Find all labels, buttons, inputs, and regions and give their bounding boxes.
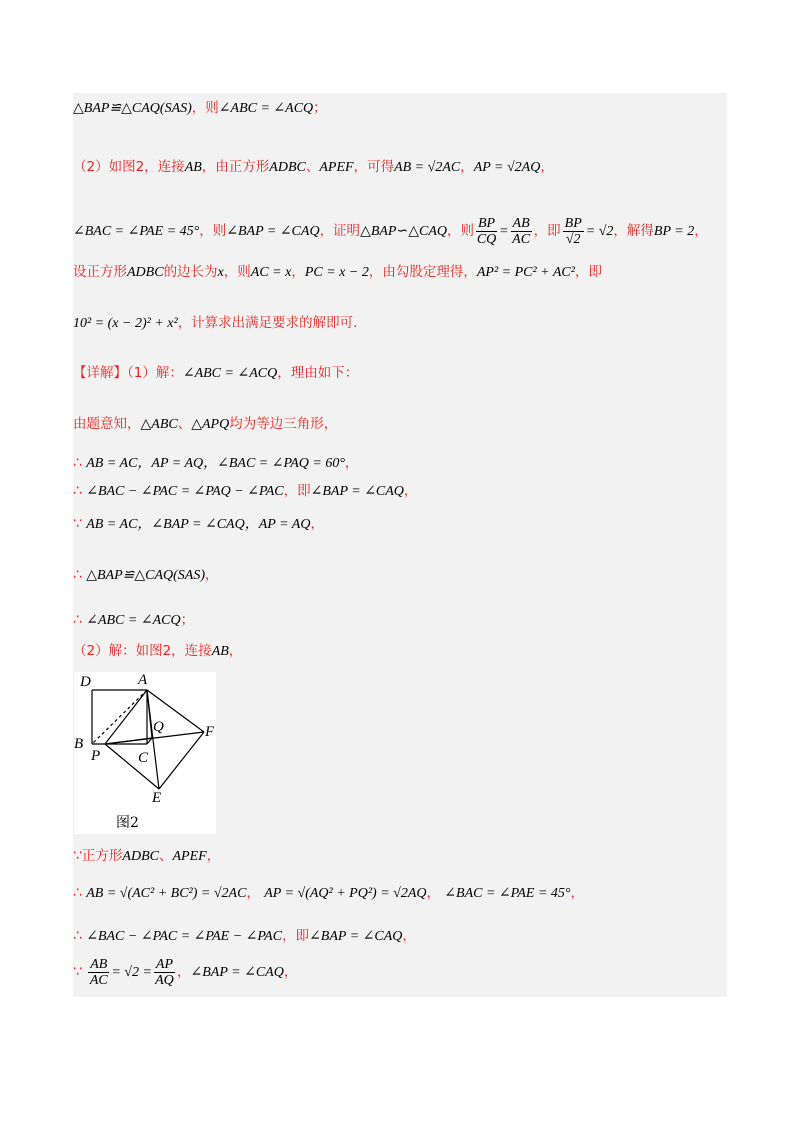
- line-10: ∵ AB = AC，∠BAP = ∠CAQ，AP = AQ，: [73, 516, 324, 532]
- line-6: 【详解】（1）解：∠ABC = ∠ACQ，理由如下：: [73, 365, 359, 381]
- label-B: B: [74, 736, 84, 752]
- therefore-symbol: ∴: [73, 612, 82, 628]
- fraction-bp-cq: $\frac{BP}{CQ}$: [476, 216, 497, 247]
- because-symbol: ∵: [73, 516, 82, 532]
- label-F: F: [205, 724, 215, 740]
- line-13: （2）解：如图2，连接AB，: [73, 643, 243, 659]
- therefore-symbol: ∴: [73, 567, 82, 583]
- line-9: ∴ ∠BAC − ∠PAC = ∠PAQ − ∠PAC，即∠BAP = ∠CAQ，: [73, 483, 418, 499]
- therefore-symbol: ∴: [73, 928, 82, 944]
- label-D: D: [80, 674, 91, 690]
- line-3: ∠BAC = ∠PAE = 45°，则∠BAP = ∠CAQ，证明△BAP∽△CAQ，则 $\frac{BP}{CQ}$ = $\frac{AB}{AC}$ ，即 $\frac{BP}{√2}$ = √2，解得BP = 2，: [73, 216, 708, 247]
- fraction-bp-root2: $\frac{BP}{√2}$: [564, 216, 582, 247]
- label-A: A: [138, 672, 148, 688]
- therefore-symbol: ∴: [73, 885, 82, 901]
- label-Q: Q: [153, 719, 164, 735]
- line-12: ∴ ∠ABC = ∠ACQ；: [73, 612, 195, 628]
- line-7: 由题意知，△ABC、△APQ均为等边三角形，: [73, 416, 338, 432]
- congruence-statement: △BAP≌△CAQ(SAS): [73, 101, 192, 116]
- line-11: ∴ △BAP≌△CAQ(SAS)，: [73, 567, 219, 583]
- figure-caption: 图2: [116, 815, 139, 831]
- line-16: ∴ ∠BAC − ∠PAC = ∠PAE − ∠PAC，即∠BAP = ∠CAQ，: [73, 928, 416, 944]
- line-1: △BAP≌△CAQ(SAS)，则∠ABC = ∠ACQ；: [73, 100, 327, 116]
- label-C: C: [138, 750, 149, 766]
- line-15: ∴ AB = √(AC² + BC²) = √2AC， AP = √(AQ² + PQ²) = √2AQ， ∠BAC = ∠PAE = 45°，: [73, 885, 585, 901]
- label-P: P: [91, 748, 101, 764]
- line-4: 设正方形ADBC的边长为x，则AC = x，PC = x − 2，由勾股定理得，AP² = PC² + AC²，即: [73, 264, 602, 280]
- because-symbol: ∵: [73, 964, 82, 980]
- line-14: ∵正方形ADBC、APEF，: [73, 848, 221, 864]
- fraction-ab-ac: $\frac{AB}{AC}$: [89, 957, 108, 988]
- line-2: （2）如图2，连接AB，由正方形ADBC、APEF，可得AB = √2AC，AP = √2AQ，: [73, 159, 554, 175]
- line-17: ∵ $\frac{AB}{AC}$ = √2 = $\frac{AP}{AQ}$ ，∠BAP = ∠CAQ，: [73, 957, 298, 988]
- line-8: ∴ AB = AC，AP = AQ，∠BAC = ∠PAQ = 60°，: [73, 455, 359, 471]
- figure-2: [74, 672, 216, 834]
- fraction-ap-aq: $\frac{AP}{AQ}$: [155, 957, 174, 988]
- therefore-symbol: ∴: [73, 455, 82, 471]
- therefore-symbol: ∴: [73, 483, 82, 499]
- fraction-ab-ac: $\frac{AB}{AC}$: [512, 216, 531, 247]
- line-5: 10² = (x − 2)² + x²，计算求出满足要求的解即可．: [73, 315, 367, 331]
- detailed-solution-label: 【详解】（1）解：: [73, 365, 183, 381]
- because-symbol: ∵: [73, 848, 82, 864]
- label-E: E: [152, 790, 162, 806]
